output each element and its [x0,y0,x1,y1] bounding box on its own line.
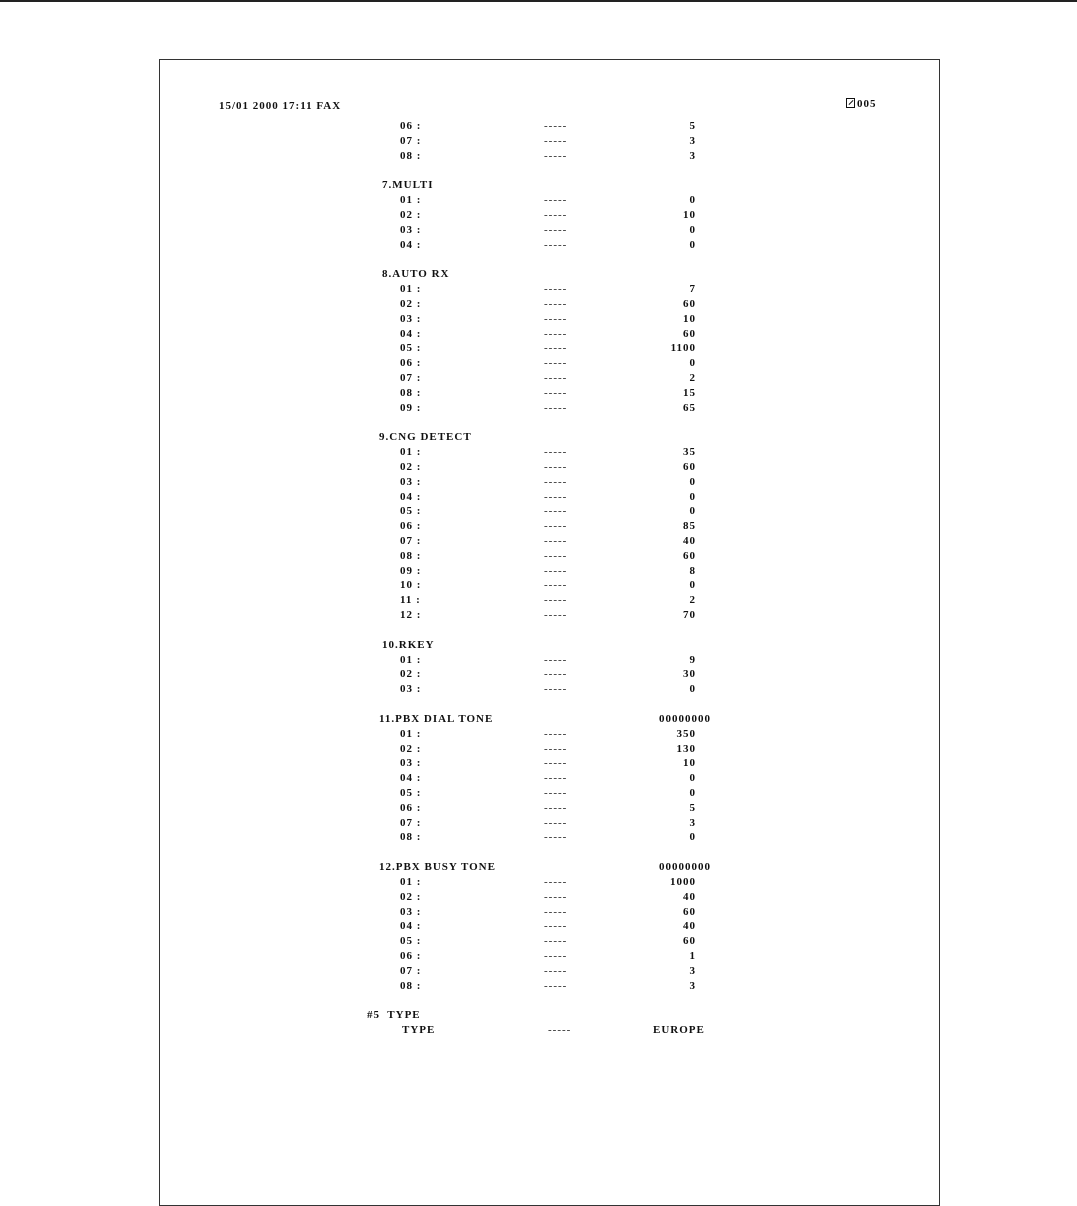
row-value: 8 [689,564,696,577]
row-value: 0 [689,683,696,696]
row-label: 04 : [400,238,422,251]
row-value: 40 [683,920,696,933]
row-dash: ----- [544,283,568,296]
section-header-value: 00000000 [659,861,711,874]
row-value: 0 [689,505,696,518]
row-dash: ----- [544,950,568,962]
row-value: 0 [689,831,696,844]
row-value: 0 [689,194,696,207]
row-dash: ----- [544,342,568,355]
row-dash: ----- [544,757,568,770]
page-indicator [846,98,877,111]
row-dash: ----- [544,238,568,251]
section-title: 9.CNG DETECT [379,431,472,444]
row-value: 85 [683,520,696,533]
page-top-rule [0,0,1077,2]
row-label: 07 : [400,372,422,384]
row-dash: ----- [544,979,568,992]
row-value: 5 [689,801,696,814]
row-value: 3 [689,816,696,829]
row-label: 05 : [400,505,422,518]
fax-report-sheet [159,59,940,1206]
row-label: 06 : [400,357,422,370]
row-dash: ----- [544,535,568,547]
row-label: 05 : [400,935,422,948]
row-label: 01 : [400,876,422,888]
row-dash: ----- [544,801,568,814]
row-dash: ----- [544,772,568,785]
row-value: 350 [676,727,696,740]
row-value: 1000 [670,876,696,888]
row-label: 12 : [400,609,422,621]
row-label: 08 : [400,149,422,162]
row-dash: ----- [544,357,568,370]
row-value: 30 [683,668,696,681]
row-label: 06 : [400,520,422,533]
row-label: 06 : [400,801,422,814]
row-value: 15 [683,386,696,399]
row-dash: ----- [544,490,568,503]
row-dash: ----- [544,935,568,948]
row-value: 3 [689,964,696,977]
row-value: 0 [689,772,696,785]
row-label: 11 : [400,594,421,607]
row-value: 40 [683,535,696,547]
row-value: 0 [689,787,696,799]
row-label: 02 : [400,668,422,681]
row-value: 7 [689,283,696,296]
row-value: 0 [689,490,696,503]
row-dash: ----- [544,475,568,488]
row-label: 01 : [400,653,422,666]
row-value: 10 [683,757,696,770]
section-title: 10.RKEY [382,638,435,651]
row-value: 3 [689,149,696,162]
row-label: 01 : [400,446,422,459]
row-value: 5 [689,120,696,132]
row-dash: ----- [544,461,568,473]
row-label: 07 : [400,964,422,977]
row-label: 03 : [400,905,422,918]
row-dash: ----- [544,890,568,903]
row-dash: ----- [544,209,568,221]
row-dash: ----- [544,312,568,325]
row-value: 130 [676,742,696,755]
section-title: 11.PBX DIAL TONE [379,713,494,725]
row-dash: ----- [544,194,568,207]
row-value: 3 [689,134,696,147]
row-dash: ----- [544,327,568,340]
page-icon [846,98,855,108]
row-value: 0 [689,475,696,488]
row-dash: ----- [544,668,568,681]
row-value: 65 [683,401,696,414]
row-value: 10 [683,209,696,221]
row-value: 2 [689,594,696,607]
row-label: 10 : [400,579,422,592]
row-label: 07 : [400,535,422,547]
row-label: 08 : [400,549,422,562]
row-label: 08 : [400,979,422,992]
row-dash: ----- [544,594,568,607]
row-value: 40 [683,890,696,903]
type-dash: ----- [548,1024,572,1037]
page-number: 005 [857,98,877,110]
row-dash: ----- [544,816,568,829]
row-dash: ----- [544,831,568,844]
row-label: 09 : [400,401,422,414]
row-value: 1 [689,950,696,962]
row-label: 06 : [400,950,422,962]
row-dash: ----- [544,579,568,592]
row-dash: ----- [544,223,568,236]
row-label: 04 : [400,920,422,933]
row-dash: ----- [544,742,568,755]
row-value: 0 [689,223,696,236]
row-dash: ----- [544,609,568,621]
row-label: 08 : [400,386,422,399]
row-dash: ----- [544,149,568,162]
row-label: 01 : [400,727,422,740]
row-value: 9 [689,653,696,666]
section-title: 7.MULTI [382,179,434,192]
row-label: 04 : [400,327,422,340]
fax-datetime: 15/01 2000 17:11 FAX [219,100,342,112]
row-dash: ----- [544,401,568,414]
row-label: 03 : [400,757,422,770]
row-label: 02 : [400,742,422,755]
row-value: 35 [683,446,696,459]
row-value: 10 [683,312,696,325]
row-dash: ----- [544,905,568,918]
row-label: 01 : [400,194,422,207]
row-dash: ----- [544,727,568,740]
row-label: 03 : [400,475,422,488]
row-value: 60 [683,461,696,473]
row-label: 03 : [400,312,422,325]
row-value: 0 [689,238,696,251]
row-dash: ----- [544,564,568,577]
row-label: 01 : [400,283,422,296]
row-dash: ----- [544,653,568,666]
row-value: 70 [683,609,696,621]
row-value: 2 [689,372,696,384]
row-label: 02 : [400,890,422,903]
row-label: 02 : [400,461,422,473]
row-value: 60 [683,298,696,310]
row-dash: ----- [544,549,568,562]
row-dash: ----- [544,298,568,310]
row-label: 04 : [400,772,422,785]
row-label: 02 : [400,298,422,310]
row-value: 60 [683,935,696,948]
row-label: 09 : [400,564,422,577]
section-title: 12.PBX BUSY TONE [379,861,496,874]
row-label: 08 : [400,831,422,844]
row-dash: ----- [544,683,568,696]
row-dash: ----- [544,120,568,132]
type-value: EUROPE [653,1024,705,1037]
row-value: 0 [689,579,696,592]
row-dash: ----- [544,446,568,459]
row-dash: ----- [544,505,568,518]
section-header-value: 00000000 [659,713,711,725]
row-label: 07 : [400,134,422,147]
row-dash: ----- [544,134,568,147]
row-value: 0 [689,357,696,370]
row-label: 07 : [400,816,422,829]
row-value: 1100 [670,342,696,355]
row-label: 06 : [400,120,422,132]
type-section-title: #5 TYPE [367,1009,421,1022]
row-dash: ----- [544,964,568,977]
row-dash: ----- [544,876,568,888]
type-label: TYPE [402,1024,436,1037]
row-label: 03 : [400,223,422,236]
section-title: 8.AUTO RX [382,268,450,281]
row-value: 60 [683,905,696,918]
row-dash: ----- [544,787,568,799]
row-value: 60 [683,327,696,340]
row-dash: ----- [544,372,568,384]
row-value: 3 [689,979,696,992]
row-label: 05 : [400,342,422,355]
row-label: 04 : [400,490,422,503]
row-label: 03 : [400,683,422,696]
row-value: 60 [683,549,696,562]
row-dash: ----- [544,920,568,933]
row-label: 05 : [400,787,422,799]
row-dash: ----- [544,386,568,399]
row-dash: ----- [544,520,568,533]
row-label: 02 : [400,209,422,221]
